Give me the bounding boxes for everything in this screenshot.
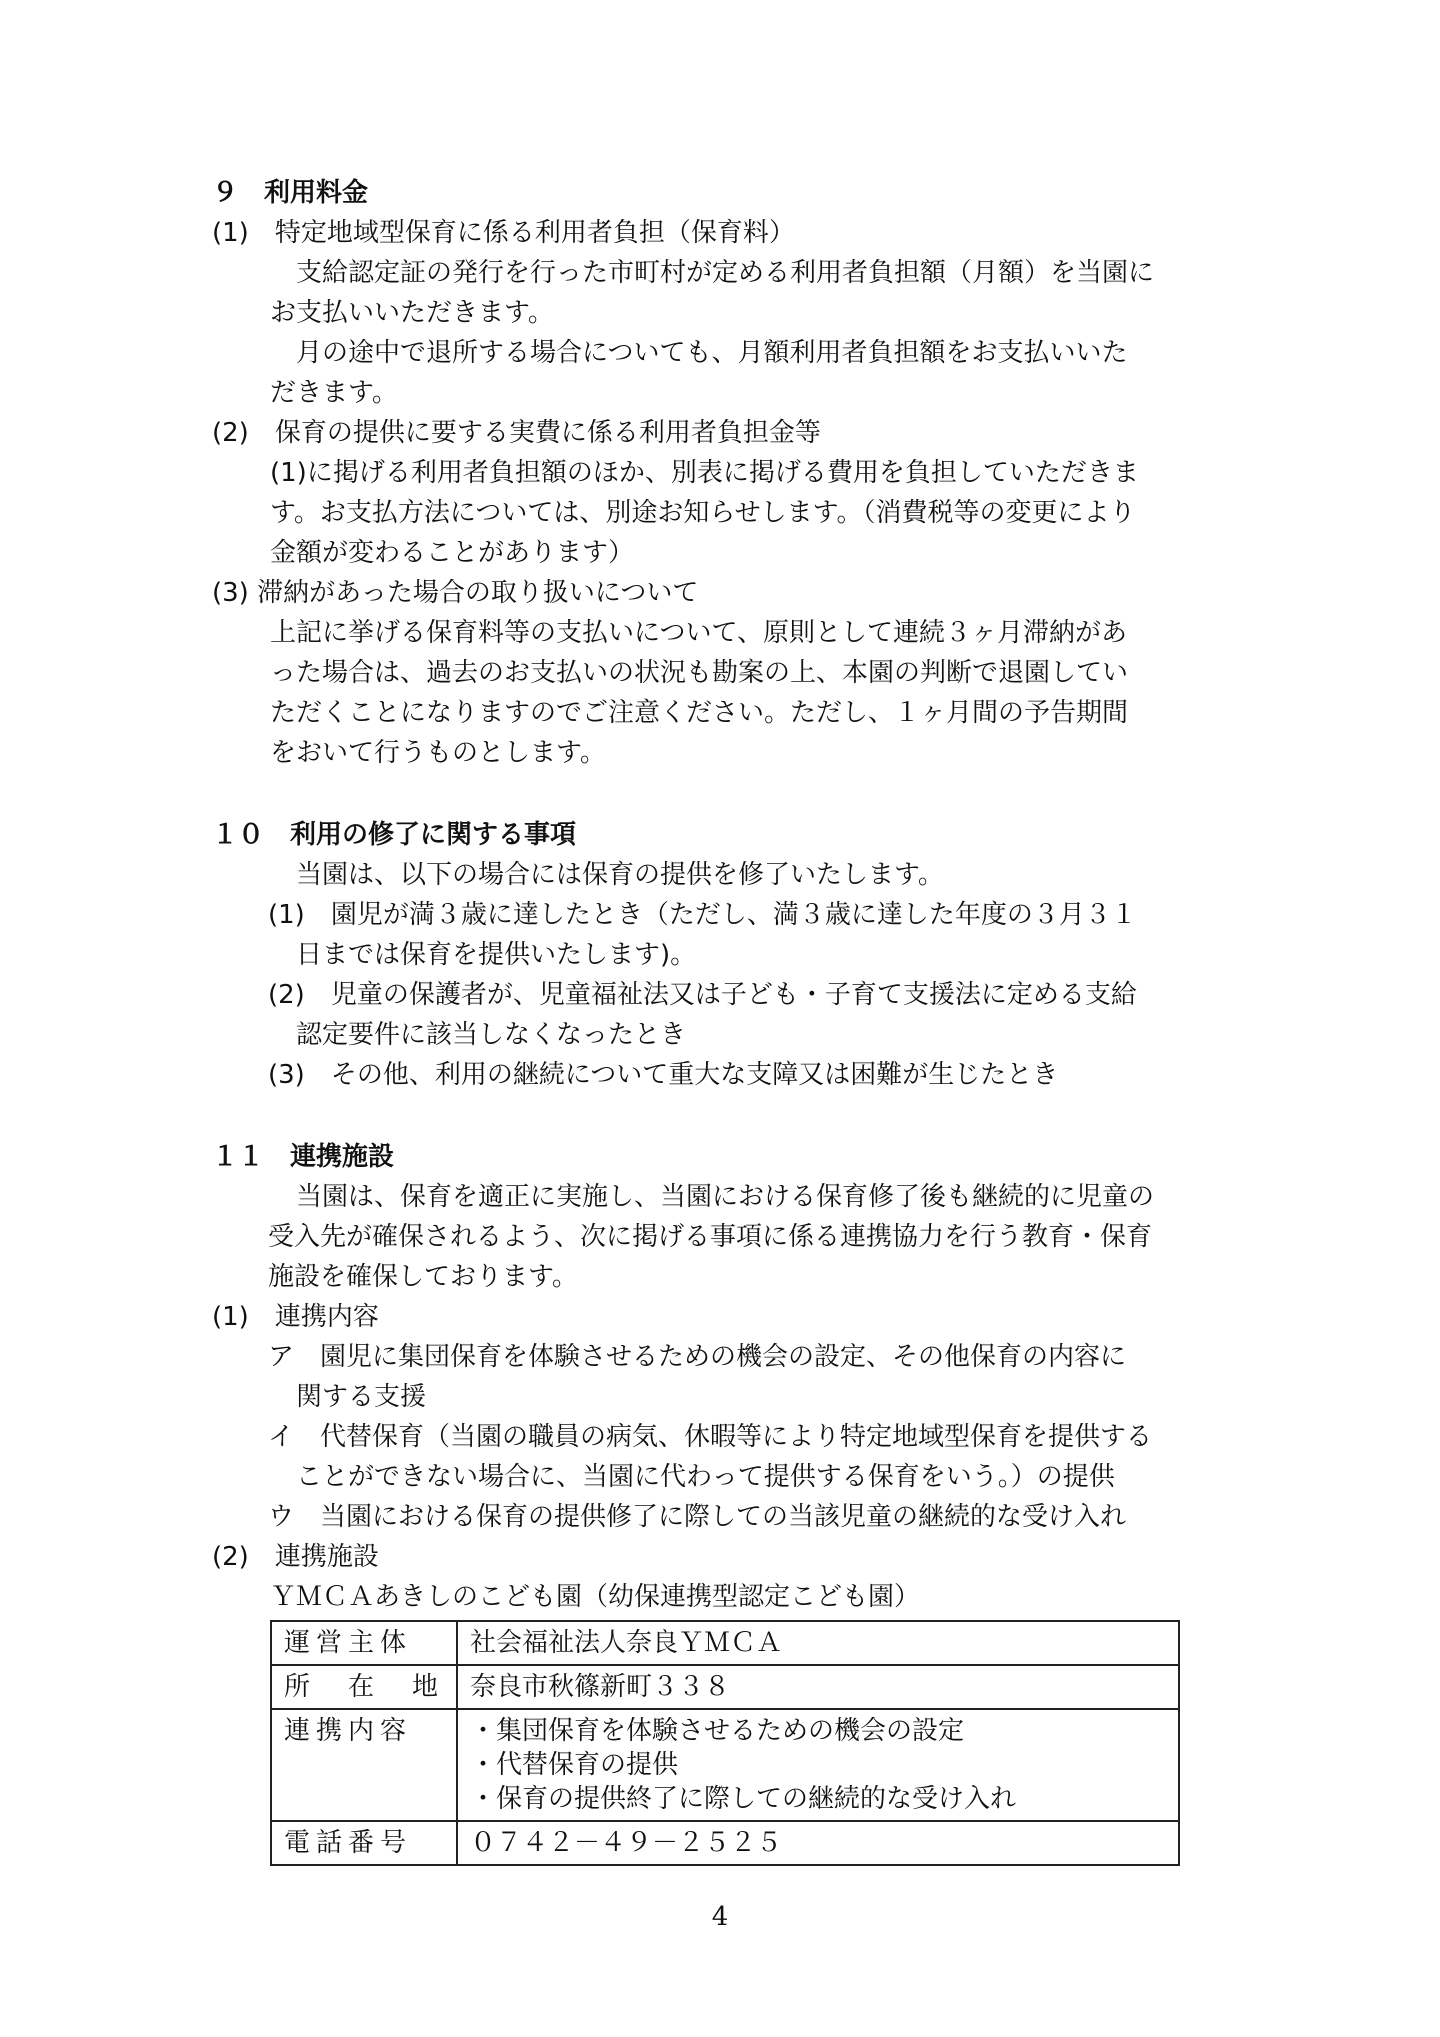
section-9-item2-text: 金額が変わることがあります） (270, 538, 635, 568)
operator-label: 運営主体 (271, 1621, 457, 1665)
phone-value: ０７４２－４９－２５２５ (457, 1821, 1179, 1865)
content-item: ・保育の提供終了に際しての継続的な受け入れ (470, 1784, 1017, 1814)
table-row (271, 1621, 1179, 1665)
operator-value: 社会福祉法人奈良ＹＭＣＡ (457, 1621, 1179, 1665)
table-row (271, 1709, 1179, 1821)
section-9-title: ９ 利用料金 (212, 178, 369, 208)
content-values (457, 1709, 1179, 1821)
section-11-intro: 施設を確保しております。 (268, 1262, 578, 1292)
section-10-item3: (3) その他、利用の継続について重大な支障又は困難が生じたとき (268, 1060, 1059, 1090)
section-10-item2: (2) 児童の保護者が、児童福祉法又は子ども・子育て支援法に定める支給 (268, 980, 1137, 1010)
section-10-item2: 認定要件に該当しなくなったとき (296, 1020, 687, 1050)
section-11-intro: 受入先が確保されるよう、次に掲げる事項に係る連携協力を行う教育・保育 (268, 1222, 1153, 1252)
section-11-item1-heading: (1) 連携内容 (212, 1302, 379, 1332)
facility-table (270, 1620, 1180, 1866)
content-item: ・集団保育を体験させるための機会の設定 (470, 1716, 965, 1746)
section-9-item1-text: 支給認定証の発行を行った市町村が定める利用者負担額（月額）を当園に (296, 258, 1155, 288)
content-label: 連携内容 (271, 1709, 457, 1821)
content-item: ・代替保育の提供 (470, 1750, 679, 1780)
section-9-item3-heading: (3) 滞納があった場合の取り扱いについて (212, 578, 699, 608)
table-row (271, 1665, 1179, 1709)
section-10-intro: 当園は、以下の場合には保育の提供を修了いたします。 (296, 860, 944, 890)
section-11-item-a: ア 園児に集団保育を体験させるための機会の設定、その他保育の内容に (268, 1342, 1127, 1372)
section-9-item1-text: お支払いいただきます。 (270, 298, 554, 328)
section-9-item2-heading: (2) 保育の提供に要する実費に係る利用者負担金等 (212, 418, 821, 448)
section-11-item-i: ことができない場合に、当園に代わって提供する保育をいう。）の提供 (296, 1462, 1115, 1492)
table-row (271, 1821, 1179, 1865)
section-10-item1: 日までは保育を提供いたします)。 (296, 940, 697, 970)
facility-name: ＹＭＣＡあきしのこども園（幼保連携型認定こども園） (270, 1582, 921, 1612)
section-9-item3-text: ただくことになりますのでご注意ください。ただし、１ヶ月間の予告期間 (270, 698, 1129, 728)
location-value: 奈良市秋篠新町３３８ (457, 1665, 1179, 1709)
section-11-title: １１ 連携施設 (212, 1142, 395, 1172)
section-10-item1: (1) 園児が満３歳に達したとき（ただし、満３歳に達した年度の３月３１ (268, 900, 1137, 930)
section-9-item1-text: だきます。 (270, 378, 398, 408)
section-9-item2-text: す。お支払方法については、別途お知らせします。（消費税等の変更により (270, 498, 1136, 528)
phone-label: 電話番号 (271, 1821, 457, 1865)
location-label: 所 在 地 (271, 1665, 457, 1709)
section-9-item1-heading: (1) 特定地域型保育に係る利用者負担（保育料） (212, 218, 795, 248)
section-9-item2-text: (1)に掲げる利用者負担額のほか、別表に掲げる費用を負担していただきま (270, 458, 1139, 488)
section-10-title: １０ 利用の修了に関する事項 (212, 820, 577, 850)
section-9-item3-text: った場合は、過去のお支払いの状況も勘案の上、本園の判断で退園してい (270, 658, 1129, 688)
section-11-item-u: ウ 当園における保育の提供修了に際しての当該児童の継続的な受け入れ (268, 1502, 1127, 1532)
section-9-item3-text: 上記に挙げる保育料等の支払いについて、原則として連続３ヶ月滞納があ (270, 618, 1127, 648)
section-11-item-a: 関する支援 (296, 1382, 427, 1412)
section-11-item-i: イ 代替保育（当園の職員の病気、休暇等により特定地域型保育を提供する (268, 1422, 1153, 1452)
section-9-item3-text: をおいて行うものとします。 (270, 738, 606, 768)
section-11-intro: 当園は、保育を適正に実施し、当園における保育修了後も継続的に児童の (296, 1182, 1155, 1212)
section-11-item2-heading: (2) 連携施設 (212, 1542, 379, 1572)
page-number: 4 (711, 1902, 729, 1932)
section-9-item1-text: 月の途中で退所する場合についても、月額利用者負担額をお支払いいた (296, 338, 1128, 368)
